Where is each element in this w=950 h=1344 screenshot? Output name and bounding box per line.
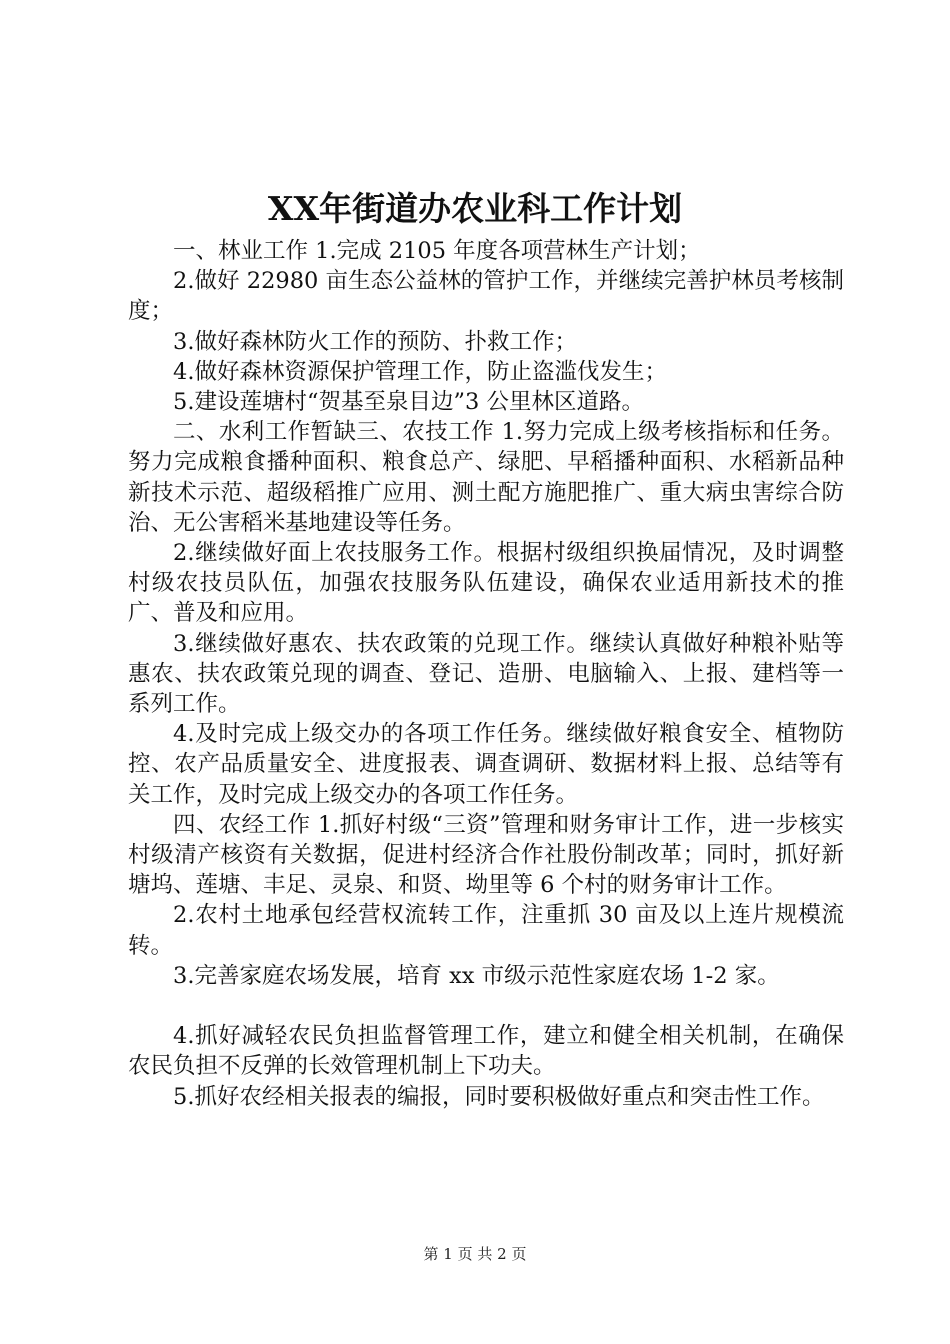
- paragraph-agrieconomy-4: 4.抓好减轻农民负担监督管理工作，建立和健全相关机制，在确保农民负担不反弹的长效管理机制上下功夫。: [128, 1023, 844, 1080]
- document-title: XX年街道办农业科工作计划: [267, 189, 683, 228]
- paragraph-agrieconomy-1: 四、农经工作 1.抓好村级“三资”管理和财务审计工作，进一步核实村级清产核资有关数据，促进村经济合作社股份制改革；同时，抓好新塘坞、莲塘、丰足、灵泉、和贤、坳里等 6 个村的财务审计工作。: [128, 811, 844, 899]
- paragraph-agritech-1: 二、水利工作暂缺三、农技工作 1.努力完成上级考核指标和任务。努力完成粮食播种面积、粮食总产、绿肥、早稻播种面积、水稻新品种新技术示范、超级稻推广应用、测土配方施肥推广、重大病虫害综合防治、无公害稻米基地建设等任务。: [128, 419, 844, 536]
- paragraph-agrieconomy-2: 2.农村土地承包经营权流转工作，注重抓 30 亩及以上连片规模流转。: [128, 902, 844, 959]
- paragraph-agritech-2: 2.继续做好面上农技服务工作。根据村级组织换届情况，及时调整村级农技员队伍，加强农技服务队伍建设，确保农业适用新技术的推广、普及和应用。: [128, 540, 844, 627]
- page-footer: 第 1 页 共 2 页: [423, 1245, 527, 1263]
- paragraph-agritech-3: 3.继续做好惠农、扶农政策的兑现工作。继续认真做好种粮补贴等惠农、扶农政策兑现的调查、登记、造册、电脑输入、上报、建档等一系列工作。: [128, 630, 844, 718]
- paragraph-agrieconomy-3: 3.完善家庭农场发展，培育 xx 市级示范性家庭农场 1-2 家。: [173, 962, 780, 989]
- document-body: [128, 236, 844, 1112]
- paragraph-forestry-4: 4.做好森林资源保护管理工作，防止盗滥伐发生；: [173, 358, 667, 385]
- paragraph-forestry-2: 2.做好 22980 亩生态公益林的管护工作，并继续完善护林员考核制度；: [128, 268, 844, 325]
- paragraph-forestry-5: 5.建设莲塘村“贺基至泉目边”3 公里林区道路。: [173, 389, 644, 416]
- paragraph-forestry-3: 3.做好森林防火工作的预防、扑救工作；: [173, 328, 577, 355]
- paragraph-agritech-4: 4.及时完成上级交办的各项工作任务。继续做好粮食安全、植物防控、农产品质量安全、进度报表、调查调研、数据材料上报、总结等有关工作，及时完成上级交办的各项工作任务。: [128, 721, 844, 808]
- paragraph-forestry-1: 一、林业工作 1.完成 2105 年度各项营林生产计划；: [173, 238, 701, 264]
- paragraph-agrieconomy-5: 5.抓好农经相关报表的编报，同时要积极做好重点和突击性工作。: [173, 1083, 825, 1110]
